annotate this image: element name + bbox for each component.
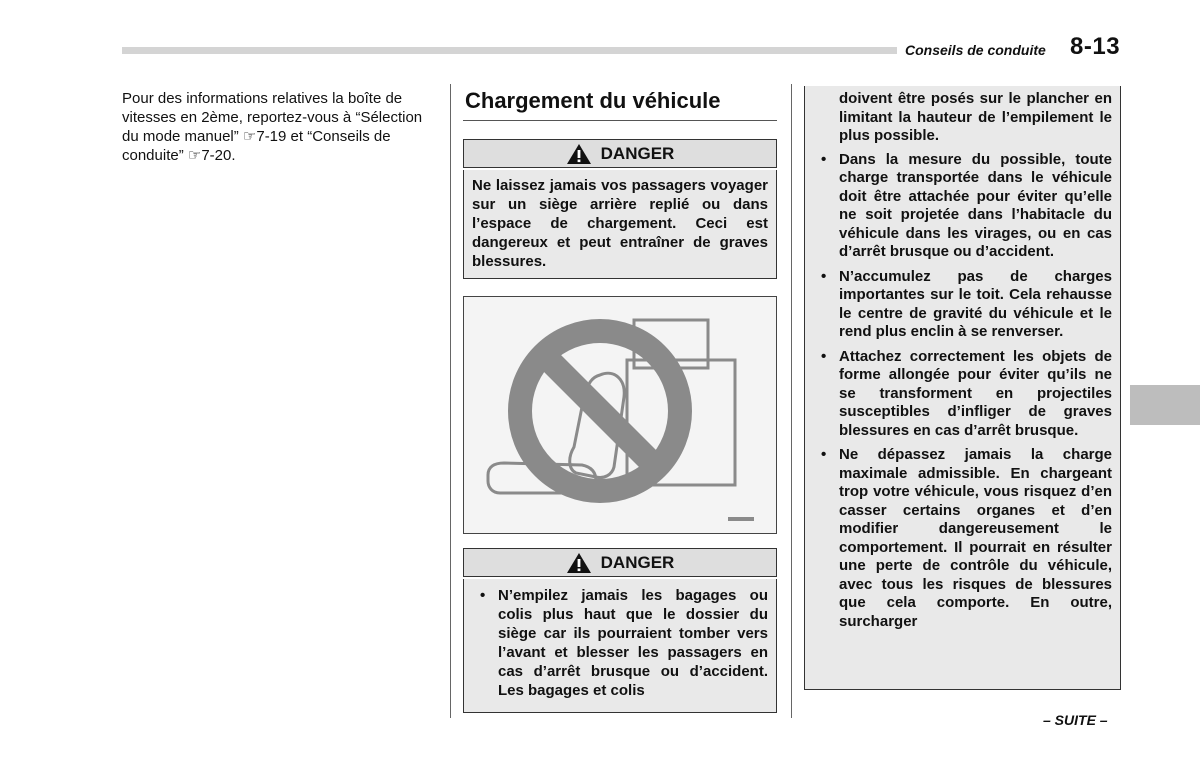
chapter-tab	[1130, 385, 1200, 425]
page-number: 8-13	[1070, 33, 1121, 60]
continued-marker: – SUITE –	[1043, 712, 1108, 728]
danger-header-1	[463, 139, 777, 168]
list-item: • Dans la mesure du possible, toute charge transportée dans le véhicule doit être attachée pour éviter qu’elle ne soit projetée dans l’habitacle du véhicule dans les virages, ou en cas d’arrêt brusque ou d’accident.	[813, 151, 1112, 262]
left-column	[122, 89, 438, 165]
header-section-title: Conseils de conduite	[905, 42, 1046, 58]
danger-label-1: DANGER	[600, 143, 675, 163]
column-divider-right	[791, 84, 792, 718]
middle-column	[463, 86, 777, 699]
list-item: • Ne dépassez jamais la charge maximale admissible. En chargeant trop votre véhicule, vous risquez d’en casser certains organes et d’en modifier dangereusement le comportement. Il pourrait en résulter une perte de contrôle du véhicule, avec tous les risques de blessures que cela comporte. En outre, surcharger	[813, 446, 1112, 631]
danger-body-1	[463, 170, 777, 279]
loading-rules-list	[813, 151, 1112, 632]
danger-header-2	[463, 548, 777, 577]
header-rule	[122, 47, 897, 54]
danger-body-2	[463, 579, 777, 713]
warning-triangle-icon	[566, 143, 592, 165]
column-divider-left	[450, 84, 451, 718]
prohibition-sign-icon	[464, 297, 776, 533]
continuation-text: doivent être posés sur le plancher en limitant la hauteur de l’empilement le plus possible.	[839, 90, 1112, 144]
danger-text-1: Ne laissez jamais vos passagers voyager sur un siège arrière replié ou dans l’espace de chargement. Ceci est dangereux et peut entraîner de graves blessures.	[472, 177, 768, 270]
warning-triangle-icon	[566, 552, 592, 574]
danger-label-2: DANGER	[600, 552, 675, 572]
section-title: Chargement du véhicule	[463, 86, 777, 121]
list-item: • Attachez correctement les objets de forme allongée pour éviter qu’ils ne se transforment en projectiles susceptibles d’infliger de graves blessures en cas d’arrêt brusque.	[813, 348, 1112, 441]
right-column-warning-continued	[804, 86, 1121, 690]
danger-2-list	[472, 586, 768, 700]
list-item: • N’empilez jamais les bagages ou colis plus haut que le dossier du siège car ils pourraient tomber vers l’avant et blesser les passagers en cas d’arrêt brusque ou d’accident. Les bagages et colis	[472, 586, 768, 700]
list-item: • N’accumulez pas de charges importantes sur le toit. Cela rehausse le centre de gravité du véhicule et le rend plus enclin à se renverser.	[813, 268, 1112, 342]
left-column-paragraph: Pour des informations relatives la boîte de vitesses en 2ème, reportez-vous à “Sélection du mode manuel” ☞7-19 et “Conseils de conduite” ☞7-20.	[122, 90, 423, 164]
prohibited-loading-illustration	[463, 296, 777, 534]
